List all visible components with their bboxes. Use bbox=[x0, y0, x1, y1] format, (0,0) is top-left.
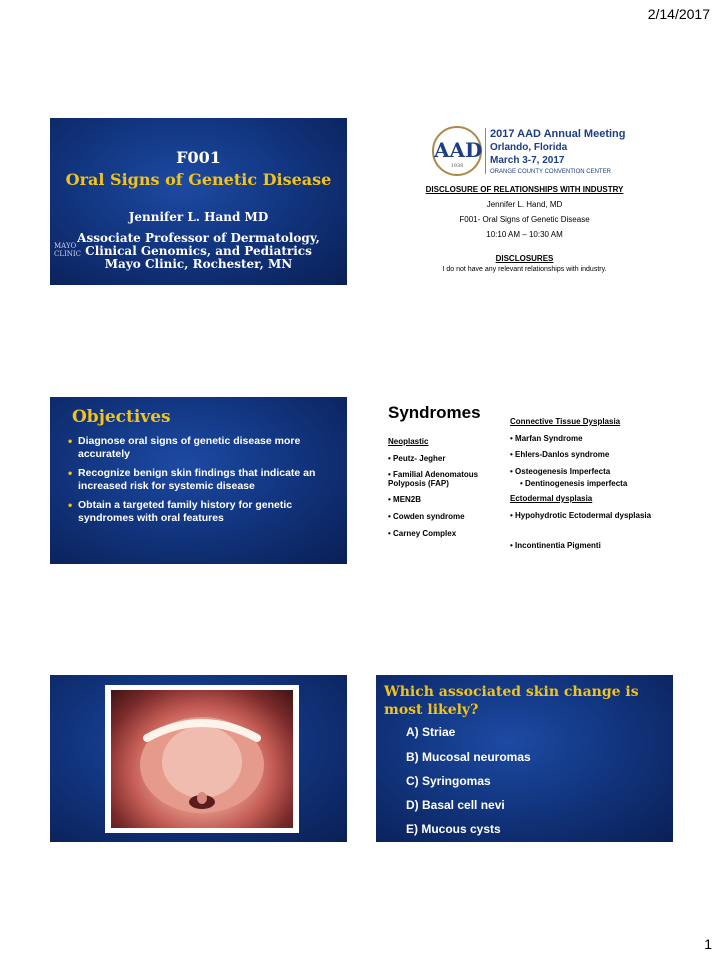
question-text: Which associated skin change is most likely? bbox=[384, 684, 639, 718]
page-date: 2/14/2017 bbox=[647, 6, 710, 22]
slide-syndromes bbox=[376, 397, 673, 564]
photo-frame bbox=[105, 685, 299, 833]
session-title: Oral Signs of Genetic Disease bbox=[65, 170, 332, 189]
list-item: • Incontinentia Pigmenti bbox=[510, 541, 601, 550]
disclosures-text: I do not have any relevant relationships with industry. bbox=[442, 266, 607, 273]
disclosure-author: Jennifer L. Hand, MD bbox=[486, 200, 563, 209]
author-name: Jennifer L. Hand MD bbox=[128, 210, 269, 224]
meeting-venue: ORANGE COUNTY CONVENTION CENTER bbox=[490, 169, 611, 175]
list-item: • Cowden syndrome bbox=[388, 512, 465, 521]
list-item: • Ehlers-Danlos syndrome bbox=[510, 450, 610, 459]
list-item: • Hypohydrotic Ectodermal dysplasia bbox=[510, 511, 652, 520]
list-item: • Carney Complex bbox=[388, 529, 457, 538]
logo-divider bbox=[485, 128, 486, 174]
list-item: • MEN2B bbox=[388, 495, 422, 504]
answer-option: C) Syringomas bbox=[406, 774, 491, 788]
ecto-heading: Ectodermal dysplasia bbox=[510, 494, 593, 503]
answer-option: E) Mucous cysts bbox=[406, 822, 501, 836]
slide-objectives bbox=[50, 397, 347, 564]
list-item: • Osteogenesis Imperfecta bbox=[510, 467, 611, 476]
list-item: • Marfan Syndrome bbox=[510, 434, 583, 443]
list-item: • Familial Adenomatous Polyposis (FAP) bbox=[388, 470, 479, 488]
objectives-list bbox=[68, 435, 338, 531]
aad-seal-logo: AAD 1938 bbox=[432, 126, 482, 176]
neoplastic-heading: Neoplastic bbox=[388, 437, 429, 446]
list-item: • Diagnose oral signs of genetic disease more accurately bbox=[68, 435, 338, 461]
slide-disclosure bbox=[376, 118, 673, 285]
disclosure-time: 10:10 AM – 10:30 AM bbox=[486, 230, 563, 239]
disclosure-session: F001- Oral Signs of Genetic Disease bbox=[459, 215, 590, 224]
answer-option: B) Mucosal neuromas bbox=[406, 750, 531, 764]
slide-clinical-photo bbox=[50, 675, 347, 842]
oral-cavity-photo bbox=[111, 690, 293, 828]
ct-heading: Connective Tissue Dysplasia bbox=[510, 417, 621, 426]
disclosure-heading: DISCLOSURE OF RELATIONSHIPS WITH INDUSTRY bbox=[425, 185, 624, 194]
session-code: F001 bbox=[176, 148, 221, 167]
disclosures-heading: DISCLOSURES bbox=[495, 254, 554, 263]
meeting-name: 2017 AAD Annual Meeting bbox=[490, 128, 626, 140]
answer-option: A) Striae bbox=[406, 725, 456, 739]
list-item: • Peutz- Jegher bbox=[388, 454, 446, 463]
list-item: • Recognize benign skin findings that indicate an increased risk for systemic disease bbox=[68, 467, 338, 493]
list-item: • Obtain a targeted family history for genetic syndromes with oral features bbox=[68, 499, 338, 525]
slide-question bbox=[376, 675, 673, 842]
list-item: • Dentinogenesis imperfecta bbox=[520, 479, 628, 488]
syndromes-heading: Syndromes bbox=[388, 403, 481, 422]
mouth-illustration bbox=[111, 690, 293, 828]
slide-title bbox=[50, 118, 347, 285]
meeting-location: Orlando, Florida bbox=[490, 142, 568, 153]
objectives-heading: Objectives bbox=[72, 407, 171, 427]
answer-option: D) Basal cell nevi bbox=[406, 798, 505, 812]
mayo-logo: MAYO CLINIC bbox=[54, 242, 82, 258]
page-number: 1 bbox=[704, 936, 712, 952]
author-affiliation: Associate Professor of Dermatology, Clinical Genomics, and Pediatrics Mayo Clinic, Rochester, MN bbox=[77, 231, 320, 271]
meeting-dates: March 3-7, 2017 bbox=[490, 155, 565, 166]
